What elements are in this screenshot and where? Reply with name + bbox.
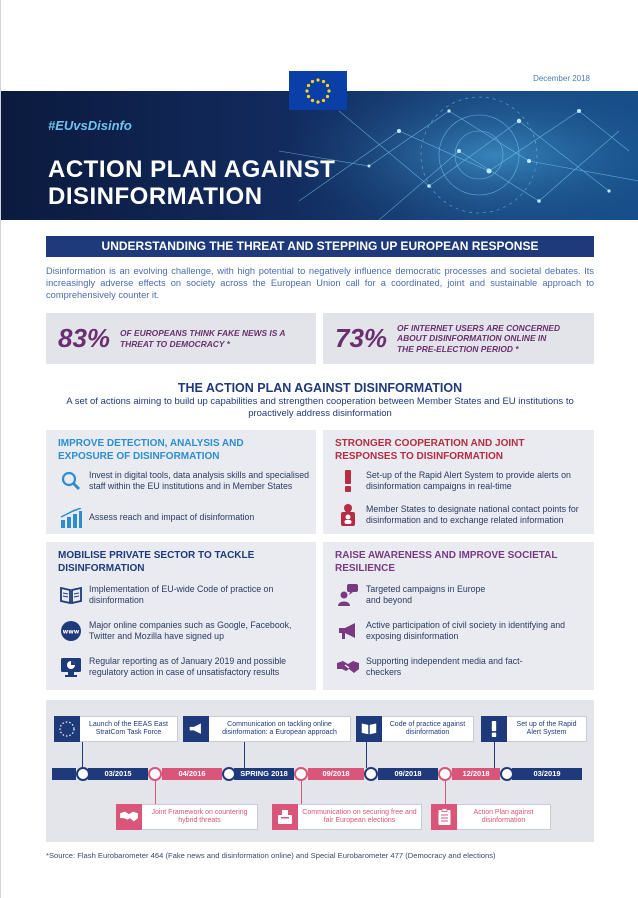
item-text: Invest in digital tools, data analysis skills and specialised staff within the EU institutions and in Member States <box>89 470 310 491</box>
monitor-report-icon <box>60 656 82 678</box>
megaphone-icon <box>337 620 359 642</box>
list-item <box>337 620 587 642</box>
date-label: 09/2018 <box>378 768 438 780</box>
panel-detection <box>46 430 316 534</box>
section-banner: UNDERSTANDING THE THREAT AND STEPPING UP EUROPEAN RESPONSE <box>46 236 594 257</box>
list-item <box>60 470 310 492</box>
item-text: Major online companies such as Google, Facebook, Twitter and Mozilla have signed up <box>89 620 292 641</box>
title-line-2: DISINFORMATION <box>48 183 263 210</box>
event-text: Joint Framework on countering hybrid threats <box>151 808 248 824</box>
item-text: Active participation of civil society in identifying and exposing disinformation <box>366 620 566 641</box>
timeline-stem <box>155 781 156 805</box>
eu-stars-icon <box>298 76 338 106</box>
publication-date: December 2018 <box>533 74 590 83</box>
timeline-dot <box>364 767 378 781</box>
list-item <box>60 656 310 678</box>
event-text: Launch of the EEAS East StratCom Task Force <box>89 720 168 736</box>
timeline-stem <box>82 742 83 768</box>
contact-point-icon <box>337 504 359 526</box>
timeline-stem <box>244 742 245 768</box>
stat-box-83 <box>46 313 316 364</box>
stat-percentage: 83% <box>58 323 111 353</box>
timeline <box>46 700 594 842</box>
source-footnote: *Source: Flash Eurobarometer 464 (Fake news and disinformation online) and Special Eurobarometer 477 (Democracy and elections) <box>46 851 496 860</box>
page-title <box>48 156 335 210</box>
timeline-stem <box>366 742 367 768</box>
timeline-event-code-of-practice <box>356 716 474 742</box>
list-item <box>60 620 310 642</box>
eu-stars-icon <box>54 716 80 742</box>
clipboard-icon <box>431 804 457 830</box>
handshake-icon <box>116 804 142 830</box>
hashtag: #EUvsDisinfo <box>48 118 132 133</box>
timeline-event-eeas <box>54 716 178 742</box>
panel-private-sector <box>46 542 316 690</box>
intro-paragraph: Disinformation is an evolving challenge, with high potential to negatively influence democratic processes and societal debates. Its increasingly adverse effects on society across the European Union call for a coordinated, joint and sustainable approach to comprehensively counter it. <box>46 266 594 300</box>
timeline-stem <box>301 781 302 805</box>
panel-title: RAISE AWARENESS AND IMPROVE SOCIETAL RESILIENCE <box>335 550 558 574</box>
open-book-icon <box>356 716 382 742</box>
title-line-1: ACTION PLAN AGAINST <box>48 156 336 183</box>
timeline-stem <box>494 742 495 768</box>
date-label: 09/2018 <box>308 768 364 780</box>
item-text: Supporting independent media and fact-checkers <box>366 656 523 677</box>
item-text: Targeted campaigns in Europe and beyond <box>366 584 486 605</box>
handshake-icon <box>337 656 359 678</box>
magnifier-icon <box>60 470 82 492</box>
panel-title: IMPROVE DETECTION, ANALYSIS AND EXPOSURE OF DISINFORMATION <box>58 438 244 462</box>
item-text: Set-up of the Rapid Alert System to provide alerts on disinformation campaigns in real-time <box>366 470 571 491</box>
stat-percentage: 73% <box>335 323 388 353</box>
timeline-event-elections <box>272 804 422 830</box>
timeline-dot <box>294 767 308 781</box>
timeline-event-communication <box>183 716 351 742</box>
stat-text: OF INTERNET USERS ARE CONCERNED ABOUT DISINFORMATION ONLINE IN THE PRE-ELECTION PERIOD * <box>397 322 561 354</box>
timeline-segment <box>52 768 76 780</box>
timeline-dot <box>222 767 236 781</box>
event-text: Code of practice against disinformation <box>389 720 466 736</box>
exclamation-icon <box>481 716 507 742</box>
stat-text: OF EUROPEANS THINK FAKE NEWS IS A THREAT TO DEMOCRACY * <box>120 328 286 349</box>
list-item <box>337 584 587 606</box>
action-plan-subtitle: A set of actions aiming to build up capabilities and strengthen cooperation between Member States and EU institutions to proactively address disinformation <box>66 396 574 419</box>
event-text: Set up of the Rapid Alert System <box>516 720 577 736</box>
date-label: 03/2015 <box>88 768 148 780</box>
action-plan-title: THE ACTION PLAN AGAINST DISINFORMATION <box>177 381 463 395</box>
stat-box-73 <box>323 313 594 364</box>
list-item <box>60 584 310 606</box>
timeline-dot <box>438 767 452 781</box>
list-item <box>337 504 589 526</box>
timeline-event-rapid-alert <box>481 716 587 742</box>
timeline-bar <box>46 767 594 781</box>
timeline-dot <box>500 767 514 781</box>
exclamation-icon <box>337 470 359 492</box>
timeline-event-hybrid-threats <box>116 804 258 830</box>
open-book-icon <box>60 584 82 606</box>
www-globe-icon <box>60 620 82 642</box>
date-label: SPRING 2018 <box>234 768 294 780</box>
megaphone-icon <box>183 716 209 742</box>
item-text: Assess reach and impact of disinformation <box>89 512 255 522</box>
panel-cooperation <box>323 430 594 534</box>
person-speech-icon <box>337 584 359 606</box>
timeline-dot <box>148 767 162 781</box>
date-label: 04/2016 <box>162 768 222 780</box>
panel-title: STRONGER COOPERATION AND JOINT RESPONSES TO DISINFORMATION <box>335 438 525 462</box>
date-label: 03/2019 <box>512 768 582 780</box>
eu-flag-logo <box>289 71 347 110</box>
event-text: Action Plan against disinformation <box>473 808 534 824</box>
event-text: Communication on securing free and fair European elections <box>302 808 417 824</box>
date-label: 12/2018 <box>452 768 500 780</box>
list-item <box>60 507 310 529</box>
svg-text:www: www <box>62 628 80 636</box>
bar-chart-icon <box>60 507 82 529</box>
list-item <box>337 470 589 492</box>
panel-title: MOBILISE PRIVATE SECTOR TO TACKLE DISINFORMATION <box>58 550 255 574</box>
item-text: Implementation of EU-wide Code of practice on disinformation <box>89 584 274 605</box>
event-text: Communication on tackling online disinformation: a European approach <box>222 720 337 736</box>
timeline-event-action-plan <box>431 804 551 830</box>
panel-awareness <box>323 542 594 690</box>
timeline-dot <box>76 767 90 781</box>
list-item <box>337 656 587 678</box>
item-text: Member States to designate national contact points for disinformation and to exchange related information <box>366 504 579 525</box>
ballot-box-icon <box>272 804 298 830</box>
item-text: Regular reporting as of January 2019 and possible regulatory action in case of unsatisfactory results <box>89 656 287 677</box>
timeline-stem <box>445 781 446 805</box>
